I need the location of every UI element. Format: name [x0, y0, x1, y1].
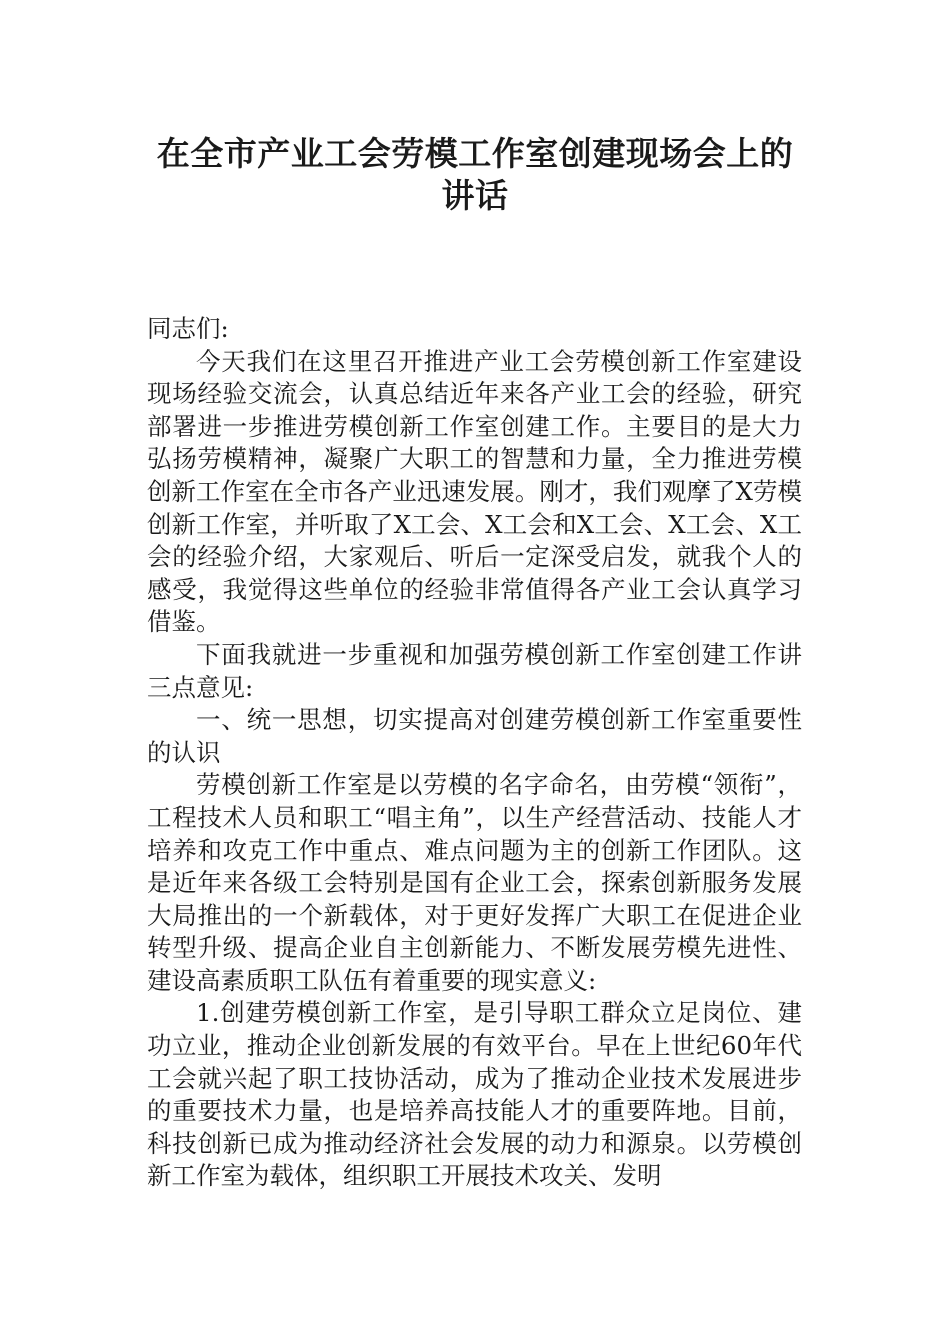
document-body [147, 313, 802, 1193]
salutation: 同志们: [147, 314, 229, 343]
paragraph-point-1: 1.创建劳模创新工作室，是引导职工群众立足岗位、建功立业，推动企业创新发展的有效平台。早在上世纪60年代工会就兴起了职工技协活动，成为了推动企业技术发展进步的重要技术力量，也是培养高技能人才的重要阵地。目前，科技创新已成为推动经济社会发展的动力和源泉。以劳模创新工作室为载体，组织职工开展技术攻关、发明 [147, 998, 802, 1191]
paragraph-three-points: 下面我就进一步重视和加强劳模创新工作室创建工作讲三点意见: [147, 639, 802, 702]
paragraph-intro: 今天我们在这里召开推进产业工会劳模创新工作室建设现场经验交流会，认真总结近年来各产业工会的经验，研究部署进一步推进劳模创新工作室创建工作。主要目的是大力弘扬劳模精神，凝聚广大职工的智慧和力量，全力推进劳模创新工作室在全市各产业迅速发展。刚才，我们观摩了X劳模创新工作室，并听取了X工会、X工会和X工会、X工会、X工会的经验介绍，大家观后、听后一定深受启发，就我个人的感受，我觉得这些单位的经验非常值得各产业工会认真学习借鉴。 [147, 346, 802, 637]
document-title: 在全市产业工会劳模工作室创建现场会上的讲话 [156, 134, 794, 215]
section-heading-1: 一、统一思想，切实提高对创建劳模创新工作室重要性的认识 [147, 705, 802, 767]
paragraph-studio-definition: 劳模创新工作室是以劳模的名字命名，由劳模“领衔”，工程技术人员和职工“唱主角”，以生产经营活动、技能人才培养和攻克工作中重点、难点问题为主的创新工作团队。这是近年来各级工会特别是国有企业工会，探索创新服务发展大局推出的一个新载体，对于更好发挥广大职工在促进企业转型升级、提高企业自主创新能力、不断发展劳模先进性、建设高素质职工队伍有着重要的现实意义: [147, 770, 802, 995]
